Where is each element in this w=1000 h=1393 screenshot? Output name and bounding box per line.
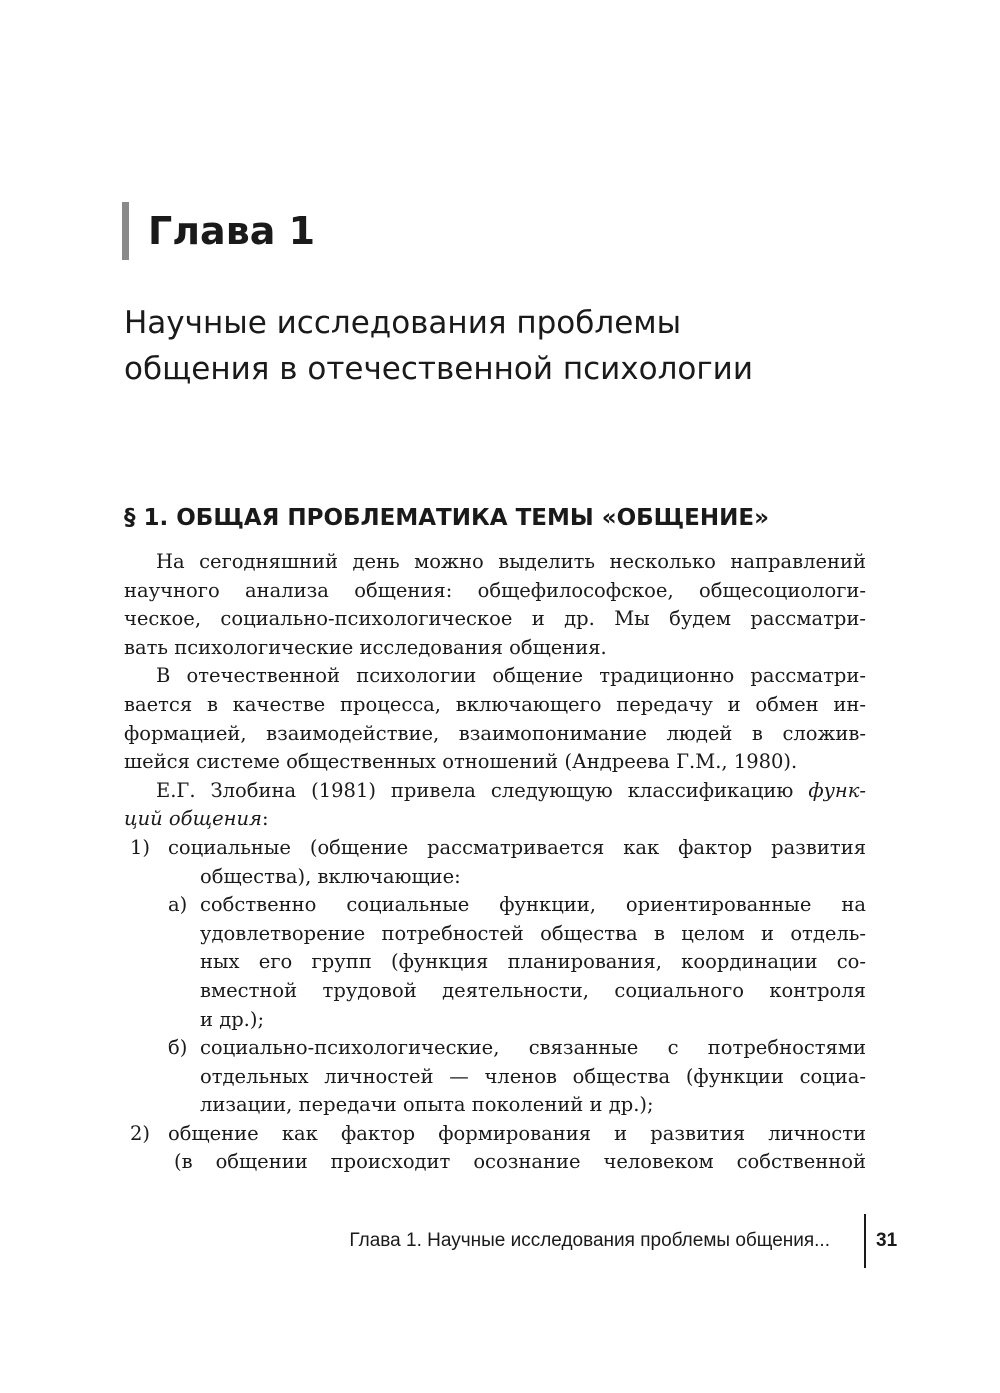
text-line: отдельных личностей — членов общества (функции социа- [200,1064,866,1088]
text-line: вать психологические исследования общения. [124,635,607,659]
paragraph [124,662,866,776]
list-item [124,891,866,1034]
text-run: Е.Г. Злобина (1981) привела следующую классификацию [156,778,809,802]
text-line: шейся системе общественных отношений (Андреева Г.М., 1980). [124,750,798,774]
text-line: удовлетворение потребностей общества в целом и отдель- [200,921,866,945]
text-line: общества), включающие: [200,864,461,888]
chapter-accent-bar [122,202,129,260]
text-line: В отечественной психологии общение традиционно рассматри- [156,664,866,688]
text-line: общение как фактор формирования и развития личности [168,1121,866,1145]
paragraph [124,548,866,662]
text-line: ных его групп (функция планирования, координации со- [200,950,866,974]
text-line [124,805,866,834]
paragraph [124,777,866,834]
chapter-label: Глава 1 [148,209,316,253]
body-text [124,548,866,1177]
emphasis-text: функ- [808,778,866,802]
list-item [124,834,866,891]
list-item [124,1034,866,1120]
text-run: : [261,807,269,831]
text-line: социально-психологические, связанные с потребностями [200,1036,866,1060]
chapter-title-line: Научные исследования проблемы [124,305,682,341]
text-line: собственно социальные функции, ориентированные на [200,893,866,917]
section-heading: § 1. ОБЩАЯ ПРОБЛЕМАТИКА ТЕМЫ «ОБЩЕНИЕ» [124,505,769,531]
footer-divider [864,1214,866,1268]
text-line: и др.); [200,1007,265,1031]
text-line [124,777,866,806]
list-number: 1) [130,835,151,859]
text-line: формацией, взаимодействие, взаимопонимание людей в сложив- [124,721,866,745]
text-line: На сегодняшний день можно выделить несколько направлений [156,550,866,573]
chapter-title [124,300,884,392]
text-line: (в общении происходит осознание человеком собственной [174,1150,866,1174]
text-line: вается в качестве процесса, включающего передачу и обмен ин- [124,692,866,716]
list-number: б) [168,1036,188,1060]
list-item [124,1120,866,1177]
list-number: 2) [130,1121,151,1145]
text-line: социальные (общение рассматривается как фактор развития [168,835,866,859]
running-head: Глава 1. Научные исследования проблемы общения... [349,1230,830,1251]
emphasis-text: ций общения [124,807,262,831]
chapter-title-line: общения в отечественной психологии [124,351,753,387]
text-line: лизации, передачи опыта поколений и др.); [200,1093,654,1117]
page-number: 31 [876,1230,898,1251]
text-line: научного анализа общения: общефилософское, общесоциологи- [124,578,866,602]
list-number: а) [168,893,188,917]
text-line: вместной трудовой деятельности, социального контроля [200,978,866,1002]
text-line: ческое, социально-психологическое и др. Мы будем рассматри- [124,607,866,631]
